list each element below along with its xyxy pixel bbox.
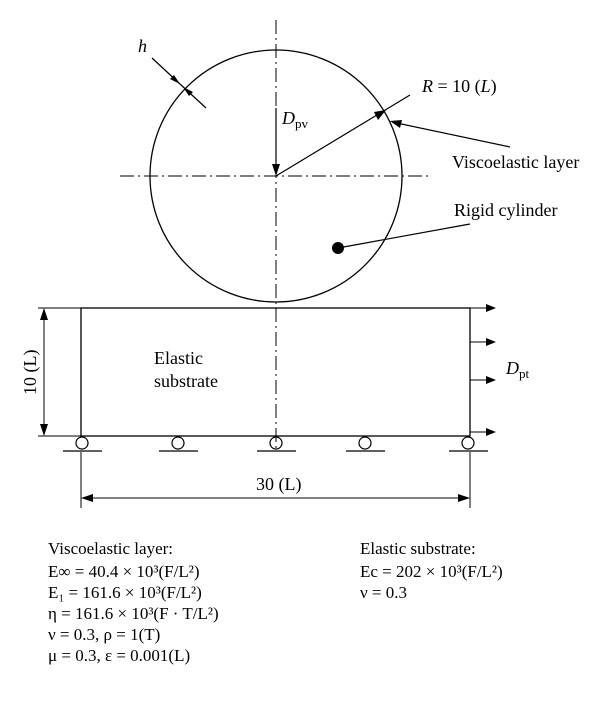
height-dim-arrow-bottom <box>40 424 48 436</box>
rigid-cylinder-label: Rigid cylinder <box>454 200 558 220</box>
height-dim-label: 10 (L) <box>20 349 40 395</box>
ec-equation: Ec = 202 × 10³(F/L²) <box>360 562 503 581</box>
viscoelastic-layer-label: Viscoelastic layer <box>452 152 580 172</box>
thickness-label: h <box>138 36 147 56</box>
mu-eps-equation: μ = 0.3, ε = 0.001(L) <box>48 646 191 665</box>
substrate-properties <box>360 538 503 603</box>
radius-arrowhead <box>374 110 386 120</box>
viscoelastic-pointer-line <box>392 122 510 147</box>
width-dim-label: 30 (L) <box>256 474 302 494</box>
dpv-label: $D_{pv}$ <box>282 108 308 131</box>
width-dim-arrow-left <box>81 494 93 502</box>
rigid-cylinder-dot <box>332 242 344 254</box>
substrate-label-line2: substrate <box>154 371 218 391</box>
height-dim-arrow-top <box>40 308 48 320</box>
eta-equation: η = 161.6 × 10³(F · T/L²) <box>48 604 219 623</box>
nu-rho-equation: ν = 0.3, ρ = 1(T) <box>48 625 161 644</box>
rigid-cylinder-pointer-line <box>338 224 470 248</box>
radius-label: R = 10 (L) <box>422 76 497 96</box>
radius-line <box>276 95 410 176</box>
e-inf-equation: E∞ = 40.4 × 10³(F/L²) <box>48 562 200 581</box>
substrate-label-line1: Elastic <box>154 348 203 368</box>
substrate-properties-title: Elastic substrate: <box>360 539 476 558</box>
e1-equation: E₁ = 161.6 × 10³(F/L²) <box>48 583 202 602</box>
width-dim-arrow-right <box>458 494 470 502</box>
substrate-nu-equation: ν = 0.3 <box>360 583 408 602</box>
viscoelastic-properties-title: Viscoelastic layer: <box>48 539 174 558</box>
viscoelastic-properties <box>48 538 219 666</box>
dpt-label: $D_{pt}$ <box>506 358 530 381</box>
dpt-arrows <box>470 304 496 436</box>
